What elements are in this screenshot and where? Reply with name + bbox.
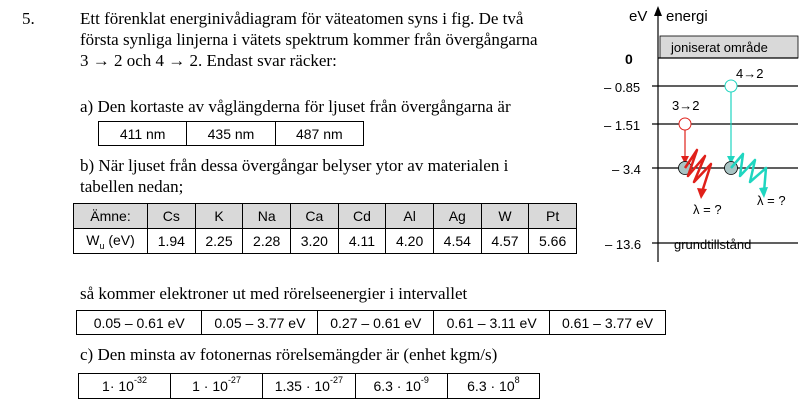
question-intro — [80, 8, 538, 71]
option-base: 1 · 10 — [192, 378, 228, 394]
part-c-text: c) Den minsta av fotonernas rörelsemängder är (enhet kgm/s) — [80, 345, 498, 364]
energy-level-diagram — [580, 0, 800, 270]
wf-unit: (eV) — [104, 231, 135, 248]
intro-line-2: första synliga linjerna i vätets spektrum kommer från övergångarna — [80, 30, 538, 49]
photon-wave-red — [685, 150, 711, 192]
part-a-option[interactable]: 487 nm — [275, 122, 363, 146]
electron-empty — [679, 118, 691, 130]
part-a-option[interactable]: 411 nm — [99, 122, 187, 146]
level-label: – 1.51 — [604, 118, 641, 133]
material-cell: Al — [386, 204, 434, 229]
option-exponent: -27 — [329, 375, 343, 385]
part-b-text — [80, 155, 508, 197]
material-cell: Cs — [148, 204, 196, 229]
work-function-value: 2.25 — [195, 229, 243, 254]
part-b-option[interactable]: 0.05 – 3.77 eV — [202, 311, 318, 335]
work-function-value: 4.11 — [338, 229, 386, 254]
part-b-option[interactable]: 0.27 – 0.61 eV — [318, 311, 434, 335]
material-cell: Ag — [433, 204, 481, 229]
material-cell: W — [481, 204, 529, 229]
material-cell: Na — [243, 204, 291, 229]
part-c-options — [78, 373, 540, 399]
axis-title: energi — [666, 8, 708, 25]
option-exponent: 8 — [514, 375, 520, 385]
work-function-table — [73, 203, 577, 254]
option-base: 6.3 · 10 — [373, 378, 421, 394]
electron-empty — [725, 80, 737, 92]
part-c-option[interactable] — [171, 374, 263, 399]
transition-4-2-label: 4→2 — [736, 66, 764, 81]
option-exponent: -32 — [133, 375, 147, 385]
work-function-value: 4.57 — [481, 229, 529, 254]
ground-state-label: grundtillstånd — [674, 237, 752, 252]
part-c-option[interactable] — [355, 374, 447, 399]
lambda-label-cyan: λ = ? — [757, 193, 786, 208]
work-function-value: 4.54 — [433, 229, 481, 254]
work-function-value: 2.28 — [243, 229, 291, 254]
option-base: 6.3 · 10 — [467, 378, 515, 394]
option-exponent: -27 — [227, 375, 241, 385]
question-number: 5. — [22, 9, 35, 28]
intro-line-1: Ett förenklat energinivådiagram för väteatomen syns i fig. De två — [80, 9, 524, 28]
level-label: – 3.4 — [612, 162, 641, 177]
ionized-label: joniserat område — [671, 40, 768, 55]
part-b-line-2: tabellen nedan; — [80, 177, 184, 196]
work-function-value: 4.20 — [386, 229, 434, 254]
work-function-value: 1.94 — [148, 229, 196, 254]
table-header-row — [74, 204, 577, 229]
part-b-result-text: så kommer elektroner ut med rörelseenergier i intervallet — [80, 284, 468, 303]
part-c-option[interactable] — [79, 374, 171, 399]
table-value-row — [74, 229, 577, 254]
wf-subscript: u — [99, 240, 105, 251]
part-c-option[interactable] — [447, 374, 539, 399]
material-cell: Cd — [338, 204, 386, 229]
part-a-options — [98, 121, 364, 146]
part-b-option[interactable]: 0.61 – 3.77 eV — [550, 311, 666, 335]
level-label: – 13.6 — [605, 237, 642, 252]
part-b-options — [76, 310, 666, 335]
option-exponent: -9 — [420, 375, 429, 385]
part-a-option[interactable]: 435 nm — [187, 122, 275, 146]
part-b-option[interactable]: 0.61 – 3.11 eV — [434, 311, 550, 335]
material-cell: K — [195, 204, 243, 229]
part-b-option[interactable]: 0.05 – 0.61 eV — [77, 311, 202, 335]
material-cell: Ca — [290, 204, 338, 229]
table-header-label: Ämne: — [74, 204, 148, 229]
lambda-label-red: λ = ? — [693, 202, 722, 217]
photon-wave-cyan — [731, 154, 766, 192]
option-base: 1· 10 — [102, 378, 134, 394]
axis-unit: eV — [629, 8, 648, 25]
material-cell: Pt — [529, 204, 577, 229]
work-function-value: 3.20 — [290, 229, 338, 254]
level-label: 0 — [625, 51, 633, 67]
wf-symbol: W — [86, 231, 100, 248]
transition-3-2-label: 3→2 — [672, 98, 700, 113]
part-c-option[interactable] — [263, 374, 356, 399]
option-base: 1.35 · 10 — [274, 378, 330, 394]
level-label: – 0.85 — [604, 80, 641, 95]
axis-arrow-icon — [654, 6, 662, 16]
part-a-text: a) Den kortaste av våglängderna för ljuset från övergångarna är — [80, 97, 511, 116]
part-b-line-1: b) När ljuset från dessa övergångar belyser ytor av materialen i — [80, 156, 509, 175]
arrow-icon — [697, 188, 707, 199]
work-function-label — [74, 229, 148, 254]
work-function-value: 5.66 — [529, 229, 577, 254]
intro-line-3: 3 → 2 och 4 → 2. Endast svar räcker: — [80, 51, 337, 70]
